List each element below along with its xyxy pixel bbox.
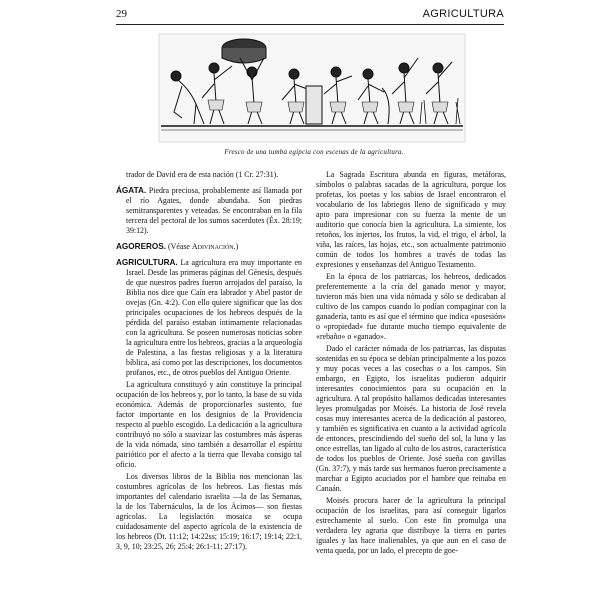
left-column <box>116 170 302 598</box>
entry-agata-text: Piedra preciosa, probablemente así llamada por el río Agates, donde abundaba. Son piedras semitransparentes y veteadas. Se encontraban en la fila tercera del pectoral de los sumos sacerdotes (Éx. 28:19; 39:12). <box>126 186 302 235</box>
headword-agoreros: AGOREROS. <box>116 242 167 251</box>
headword-agata: ÁGATA. <box>116 186 147 195</box>
running-header <box>116 8 504 25</box>
right-paragraph-1: La Sagrada Escritura abunda en figuras, metáforas, símbolos o palabras sacadas de la agricultura, porque los profetas, los poetas y los sabios de Israel encontraron el vocabulario de los labriegos lleno de significado y muy apto para impresionar con su fuerza la mente de un auditorio que conocía bien la agricultura. La simiente, los retoños, los injertos, los frutos, la vid, el trigo, el árbol, la viña, las raíces, las hojas, etc., son actualmente patrimonio común de todos los hombres a través de todas las expresiones y enseñanzas del Antiguo Testamento. <box>316 170 506 269</box>
egyptian-fresco-illustration <box>156 28 468 146</box>
right-paragraph-4: Moisés procura hacer de la agricultura la principal ocupación de los israelitas, para así conseguir ligarlos estrechamente al suelo. Con este fin promulga una verdadera ley agraria que distribuye la tierra en partes iguales y las hace inalienables, ya que aun en el caso de venta queda, por un lado, el precepto de goe- <box>316 496 506 555</box>
agricultura-paragraph-3: Los diversos libros de la Biblia nos mencionan las costumbres agrícolas de los hebreos. Las fiestas más importantes del calendario israelita —la de las Semanas, la de los Tabernáculos, la de los Ácimos— son fiestas agrícolas. La legislación mosaica se ocupa cuidadosamente del aspecto agrícola de la existencia de los hebreos (Dt. 11:12; 14:22ss; 15:19; 16:17; 19:14; 22:1, 3, 9, 10; 23:25, 26; 25:4; 26:1-11; 27:17). <box>116 472 302 551</box>
page-number: 29 <box>116 8 127 20</box>
figure-caption: Fresco de una tumba egipcia con escenas de la agricultura. <box>224 148 404 156</box>
section-title: AGRICULTURA <box>422 8 504 20</box>
agricultura-paragraph-1: La agricultura era muy importante en Israel. Desde las primeras páginas del Génesis, después de que nuestros padres fueron arrojados del paraíso, la Biblia nos dice que Caín era labrador y Abel pastor de ovejas (Gn. 4:2). Con ello quiere significar que las dos principales ocupaciones de los hebreos después de la pérdida del paraíso estaban íntimamente relacionadas con la agricultura. Se poseen numerosas noticias sobre la agricultura entre los hebreos, gracias a la arqueología de Palestina, a las fiestas religiosas y a la literatura bíblica, así como por las descripciones, los documentos profanos, etc., de otros pueblos del Antiguo Oriente. <box>126 258 302 377</box>
entry-agricultura <box>116 258 302 378</box>
entry-agata <box>116 186 302 236</box>
entry-agoreros <box>116 242 302 252</box>
agricultura-paragraph-2: La agricultura constituyó y aún constituye la principal ocupación de los hebreos y, por lo tanto, la base de su vida económica. Además de proporcionarles sustento, fue factor importante en los designios de la Providencia respecto al pueblo escogido. La dedicación a la agricultura contribuyó no sólo a suavizar las costumbres más ásperas de la vida nómada, sino también a desarrollar el espíritu patriótico por el afecto a la tierra que llevaba consigo tal oficio. <box>116 380 302 469</box>
right-column <box>316 170 506 598</box>
right-paragraph-2: En la época de los patriarcas, los hebreos, dedicados preferentemente a la cría del ganado menor y mayor, tuvieron más bien una vida nómada y sólo se dedicaban al cultivo de los campos cuando lo podían compaginar con la ganadería, tanto es así que el término que indica «posesión» o «propiedad» fue durante mucho tiempo equivalente de «rebaño» o «ganado». <box>316 272 506 341</box>
continuation-paragraph: trador de David era de esta nación (1 Cr. 27:31). <box>126 170 279 179</box>
agoreros-see-prefix: (Véase <box>168 242 190 251</box>
agoreros-see-suffix: .) <box>233 242 239 251</box>
headword-agricultura: AGRICULTURA. <box>116 258 178 267</box>
cross-reference-link[interactable]: Adivinación <box>191 242 234 251</box>
right-paragraph-3: Dado el carácter nómada de los patriarcas, las disputas sostenidas en su época se debían principalmente a los pozos y muy pocas veces a las cosechas o a los campos. Sin embargo, en Egipto, los israelitas pudieron adquirir interesantes conocimientos para su ocupación en la agricultura. A tal propósito hallamos dedicadas interesantes leyes promulgadas por Moisés. La historia de José revela cosas muy interesantes acerca de la dedicación al pastoreo, y también es significativa en cuanto a la actividad agrícola de entonces, prescindiendo del sueño del sol, la luna y las once estrellas, tan ligado al culto de los astros, característica de todos los pueblos de Oriente. José sueña con gavillas (Gn. 37:7), y más tarde sus hermanos fueron precisamente a marchar a Egipto acuciados por el hambre que reinaba en Canaán. <box>316 344 506 493</box>
